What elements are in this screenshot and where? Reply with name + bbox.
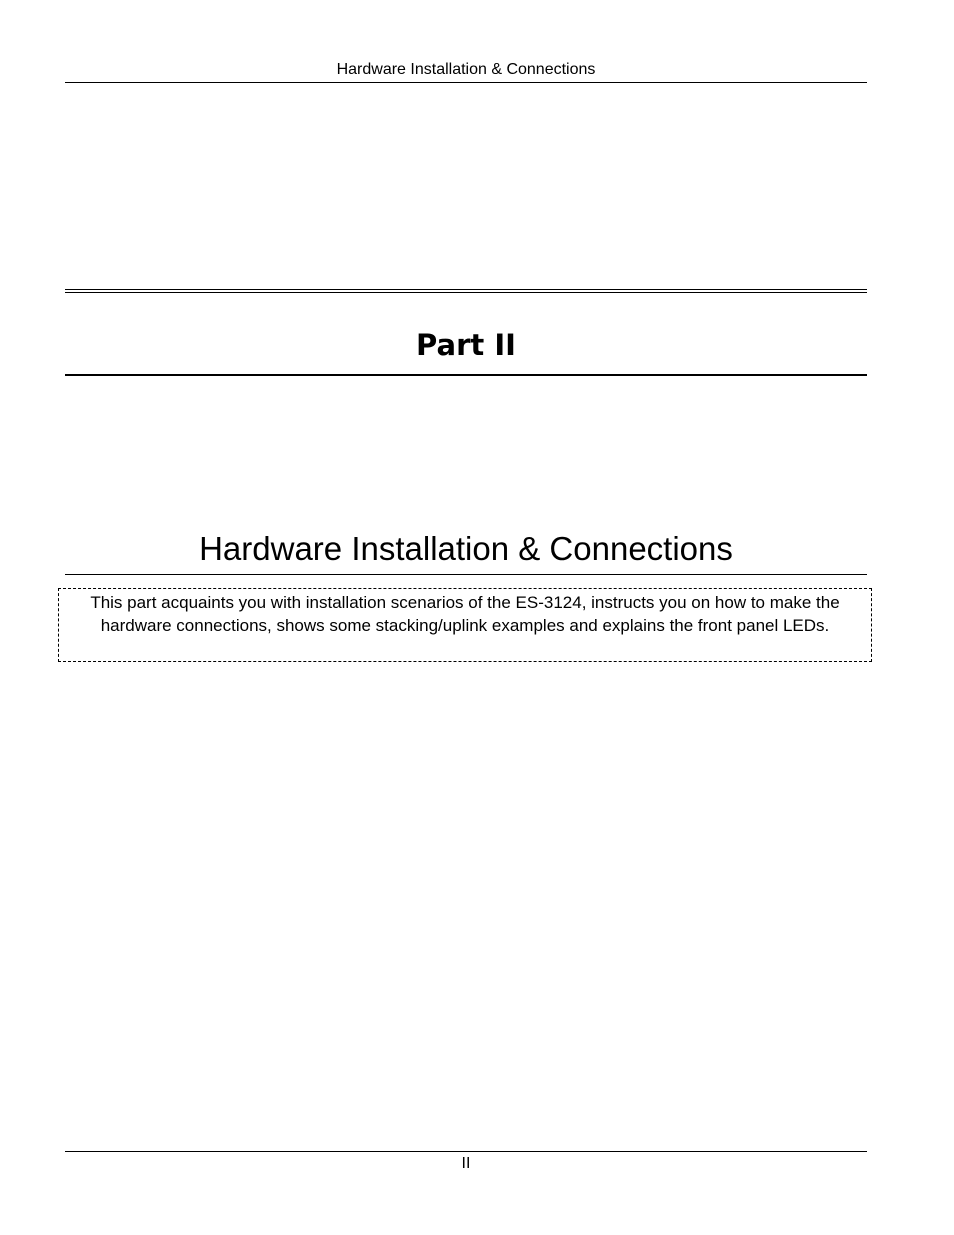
footer-rule bbox=[65, 1151, 867, 1152]
header-rule bbox=[65, 82, 867, 83]
part-title: Part II bbox=[416, 328, 516, 362]
page-number: II bbox=[461, 1155, 471, 1172]
part-bottom-rule bbox=[65, 374, 867, 376]
part-intro-box: This part acquaints you with installation scenarios of the ES-3124, instructs you on how to make the hardware connections, shows some stacking/uplink examples and explains the front panel LEDs. bbox=[58, 588, 872, 662]
section-title: Hardware Installation & Connections bbox=[199, 530, 733, 567]
running-header: Hardware Installation & Connections bbox=[336, 61, 596, 78]
section-title-rule bbox=[65, 574, 867, 575]
part-top-double-rule bbox=[65, 289, 867, 293]
